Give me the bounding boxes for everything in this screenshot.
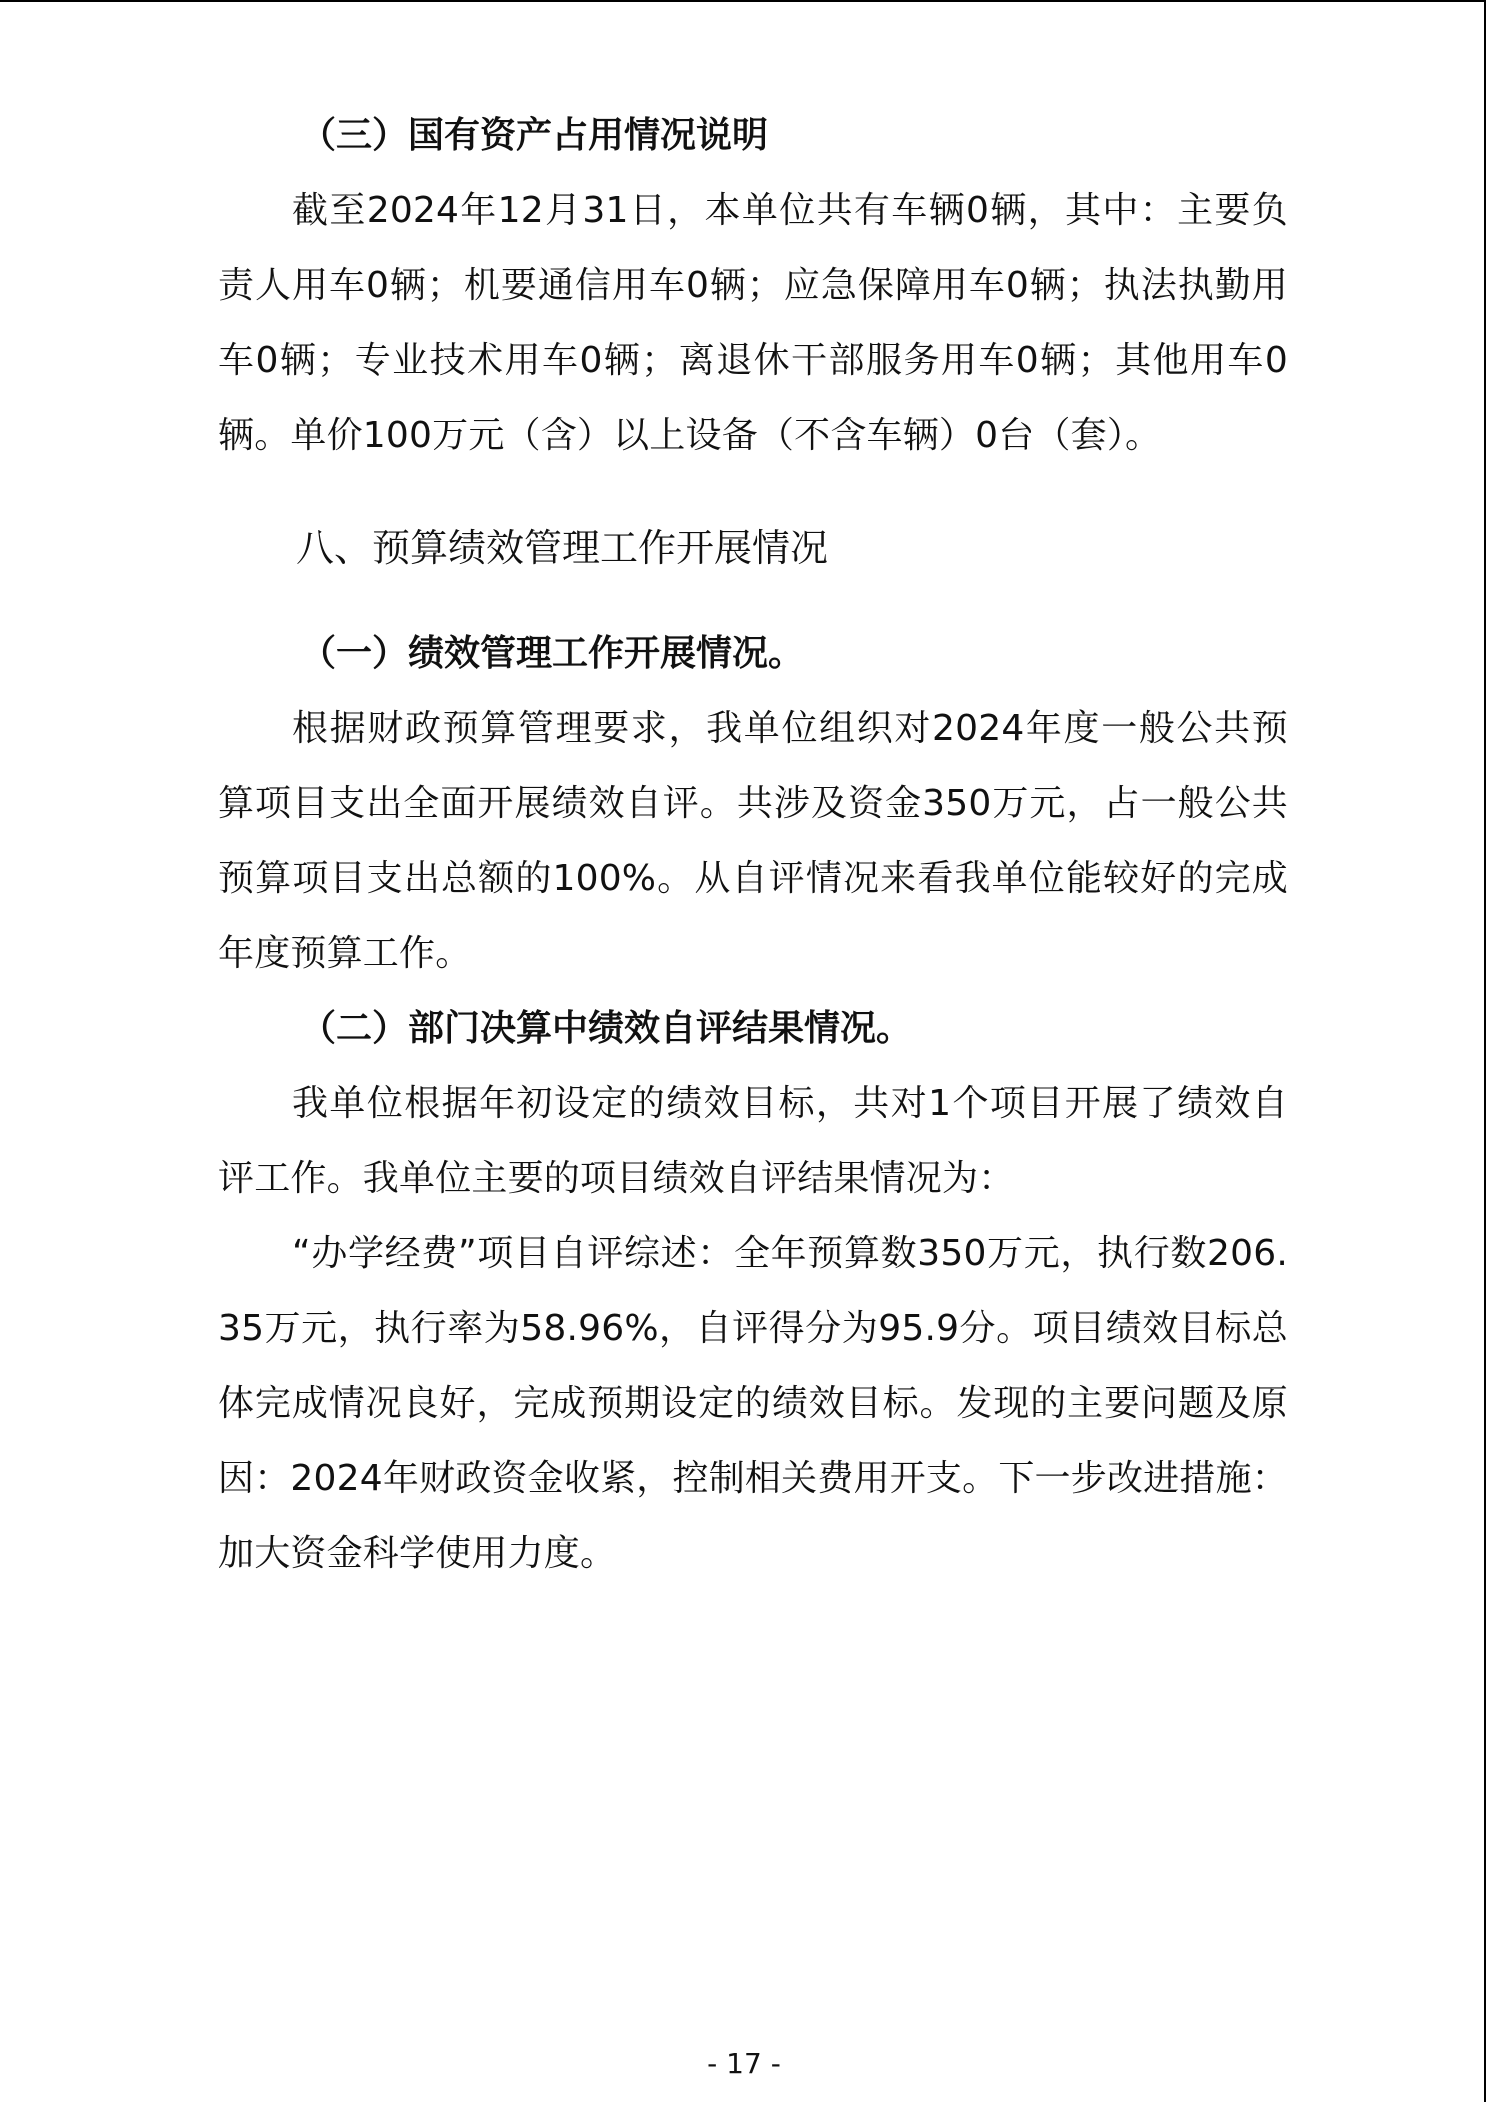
section-heading-state-assets: （三）国有资产占用情况说明: [300, 115, 769, 156]
spacer: [218, 586, 1288, 616]
paragraph-self-evaluation-intro: 我单位根据年初设定的绩效目标，共对1个项目开展了绩效自评工作。我单位主要的项目绩效自评结果情况为：: [218, 1083, 1288, 1199]
paragraph-performance-work: 根据财政预算管理要求，我单位组织对2024年度一般公共预算项目支出全面开展绩效自评。共涉及资金350万元，占一般公共预算项目支出总额的100%。从自评情况来看我单位能较好的完成年度预算工作。: [218, 708, 1288, 974]
section-heading-performance-management: 八、预算绩效管理工作开展情况: [296, 526, 829, 570]
paragraph-self-evaluation-project: “办学经费”项目自评综述：全年预算数350万元，执行数206.35万元，执行率为58.96%，自评得分为95.9分。项目绩效目标总体完成情况良好，完成预期设定的绩效目标。发现的主要问题及原因：2024年财政资金收紧，控制相关费用开支。下一步改进措施：加大资金科学使用力度。: [218, 1233, 1288, 1574]
subsection-heading-self-evaluation: （二）部门决算中绩效自评结果情况。: [300, 1008, 913, 1049]
page-content: [218, 98, 1288, 1591]
page-number: - 17 -: [707, 2047, 781, 2080]
subsection-heading-performance-work: （一）绩效管理工作开展情况。: [300, 633, 805, 674]
spacer: [218, 473, 1288, 511]
paragraph-state-assets: 截至2024年12月31日，本单位共有车辆0辆，其中：主要负责人用车0辆；机要通信用车0辆；应急保障用车0辆；执法执勤用车0辆；专业技术用车0辆；离退休干部服务用车0辆；其他用车0辆。单价100万元（含）以上设备（不含车辆）0台（套）。: [218, 190, 1288, 456]
